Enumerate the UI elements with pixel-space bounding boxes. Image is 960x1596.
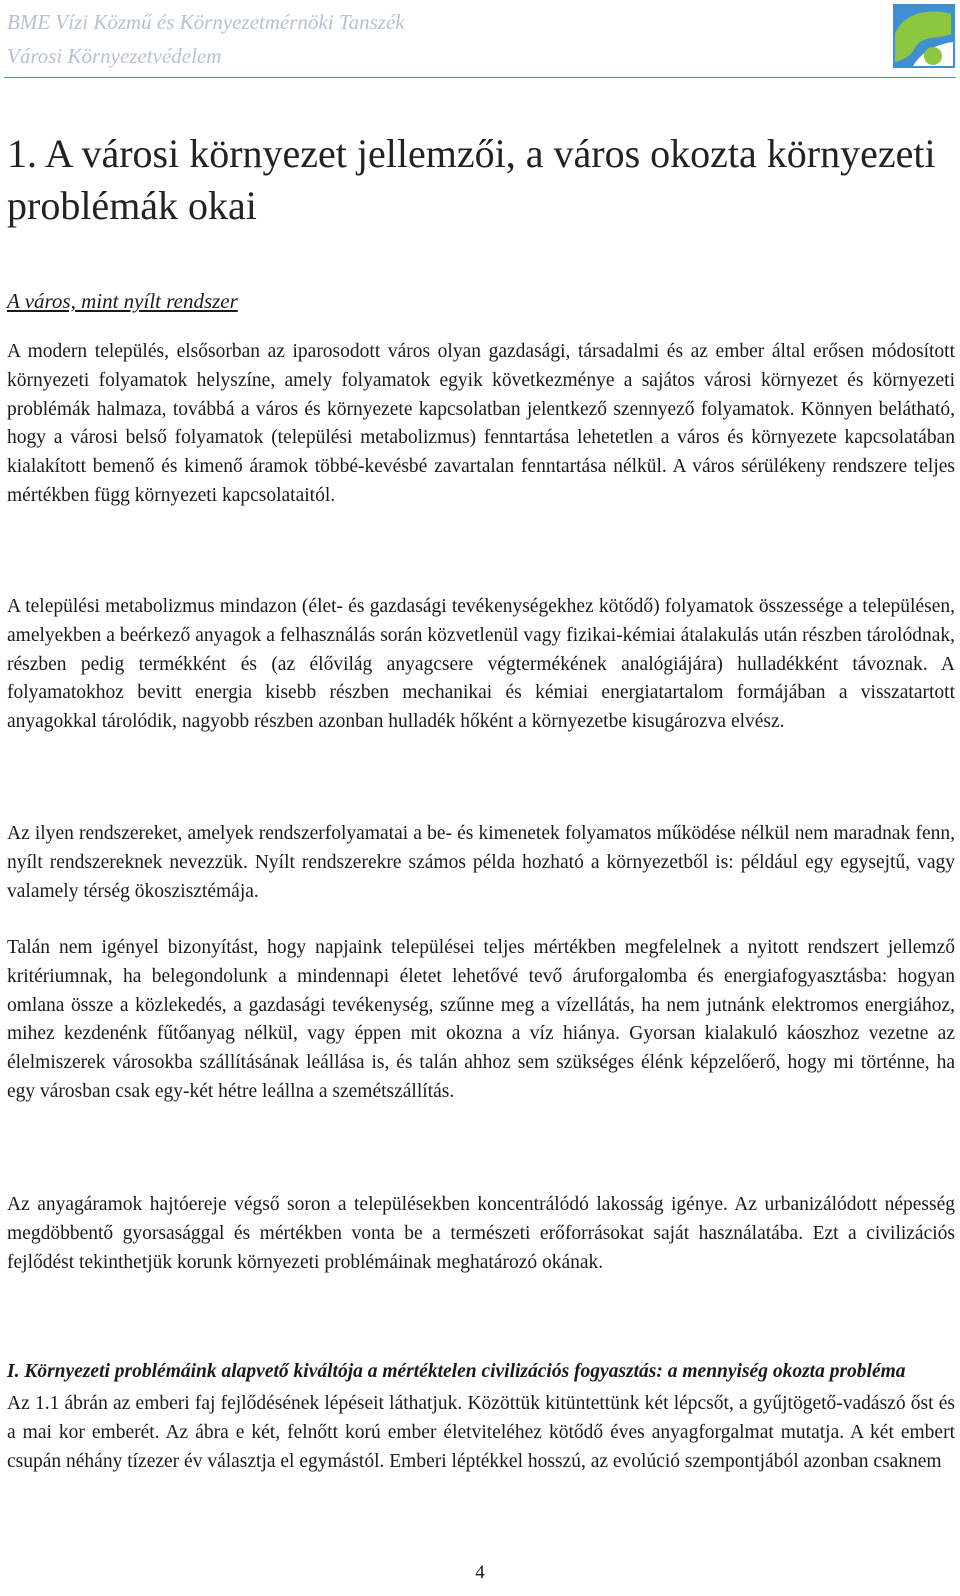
page-header [0,0,960,80]
header-course: Városi Környezetvédelem [7,44,222,68]
paragraph-material-flows: Az anyagáramok hajtóereje végső soron a településekben koncentrálódó lakosság igénye. Az urbanizálódott népesség megdöbbentő gyorsasággal és mértékben vonta be a természeti erőforrásokat saját használatába. Ezt a civilizációs fejlődést tekinthetjük korunk környezeti problémáinak meghatározó okának. [7,1194,955,1273]
paragraph-open-system: A modern település, elsősorban az iparosodott város olyan gazdasági, társadalmi és az ember által erősen módosított környezeti folyamatok helyszíne, amely folyamatok egyik következménye a sajátos városi környezet és környezeti problémák halmaza, továbbá a város és környezete kapcsolatban jelentkező szennyező folyamatok. Könnyen belátható, hogy a városi belső folyamatok (települési metabolizmus) fenntartása lehetetlen a város és környezete kapcsolatában kialakított bemenő és kimenő áramok többé-kevésbé zavartalan fenntartása nélkül. A város sérülékeny rendszere teljes mértékben függ környezeti kapcsolataitól. [7,341,955,506]
paragraph-open-systems-definition: Az ilyen rendszereket, amelyek rendszerfolyamatai a be- és kimenetek folyamatos működése nélkül nem maradnak fenn, nyílt rendszereknek nevezzük. Nyílt rendszerekre számos példa hozható a környezetből is: például egy egysejtű, vagy valamely térség ökoszisztémája. [7,823,955,902]
paragraph-metabolism: A települési metabolizmus mindazon (élet- és gazdasági tevékenységekhez kötődő) folyamatok összessége a településen, amelyekben a beérkező anyagok a felhasználás során közvetlenül vagy fizikai-kémiai átalakulás után részben tárolódnak, részben pedig termékként és (az élővilág anyagcsere végtermékének analógiájára) hulladékként távoznak. A folyamatokhoz bevitt energia kisebb részben mechanikai és kémiai energiatartalom formájában a visszatartott anyagokkal tárolódik, nagyobb részben azonban hulladék hőként a környezetbe kisugározva elvész. [7,596,955,733]
department-logo-icon [893,4,955,68]
chapter-title: 1. A városi környezet jellemzői, a város okozta környezeti problémák okai [7,131,936,228]
page-number: 4 [475,1562,485,1583]
paragraph-settlements: Talán nem igényel bizonyítást, hogy napjaink települései teljes mértékben megfelelnek a nyitott rendszert jellemző kritériumnak, ha belegondolunk a mindennapi életet lehetővé tevő áruforgalomba és energiafogyasztásba: hogyan omlana össze a közlekedés, a gazdasági tevékenység, szűnne meg a vízellátás, ha nem jutnánk elektromos energiához, mihez kezdenénk fűtőanyag nélkül, vagy éppen mit okozna a víz hiánya. Gyorsan kialakuló káoszhoz vezetne az élelmiszerek városokba szállításának leállása is, és talán ahhoz sem szükséges élénk képzelőerő, hogy mi történne, ha egy városban csak egy-két hétre leállna a szemétszállítás. [7,937,955,1102]
paragraph-figure-intro: Az 1.1 ábrán az emberi faj fejlődésének lépéseit láthatjuk. Közöttük kitüntettünk két lépcsőt, a gyűjtögető-vadászó őst és a mai kor emberét. Az ábra e két, felnőtt korú ember életviteléhez kötődő éves anyagforgalmat mutatja. A két embert csupán néhány tízezer év választja el egymástól. Emberi léptékkel hosszú, az evolúció szempontjából azonban csaknem [7,1393,955,1472]
header-department: BME Vízi Közmű és Környezetmérnöki Tanszék [7,10,405,34]
section-subtitle: A város, mint nyílt rendszer [7,289,238,313]
header-divider [4,77,956,78]
section-heading: I. Környezeti problémáink alapvető kiváltója a mértéktelen civilizációs fogyasztás: a mennyiség okozta probléma [7,1361,906,1382]
